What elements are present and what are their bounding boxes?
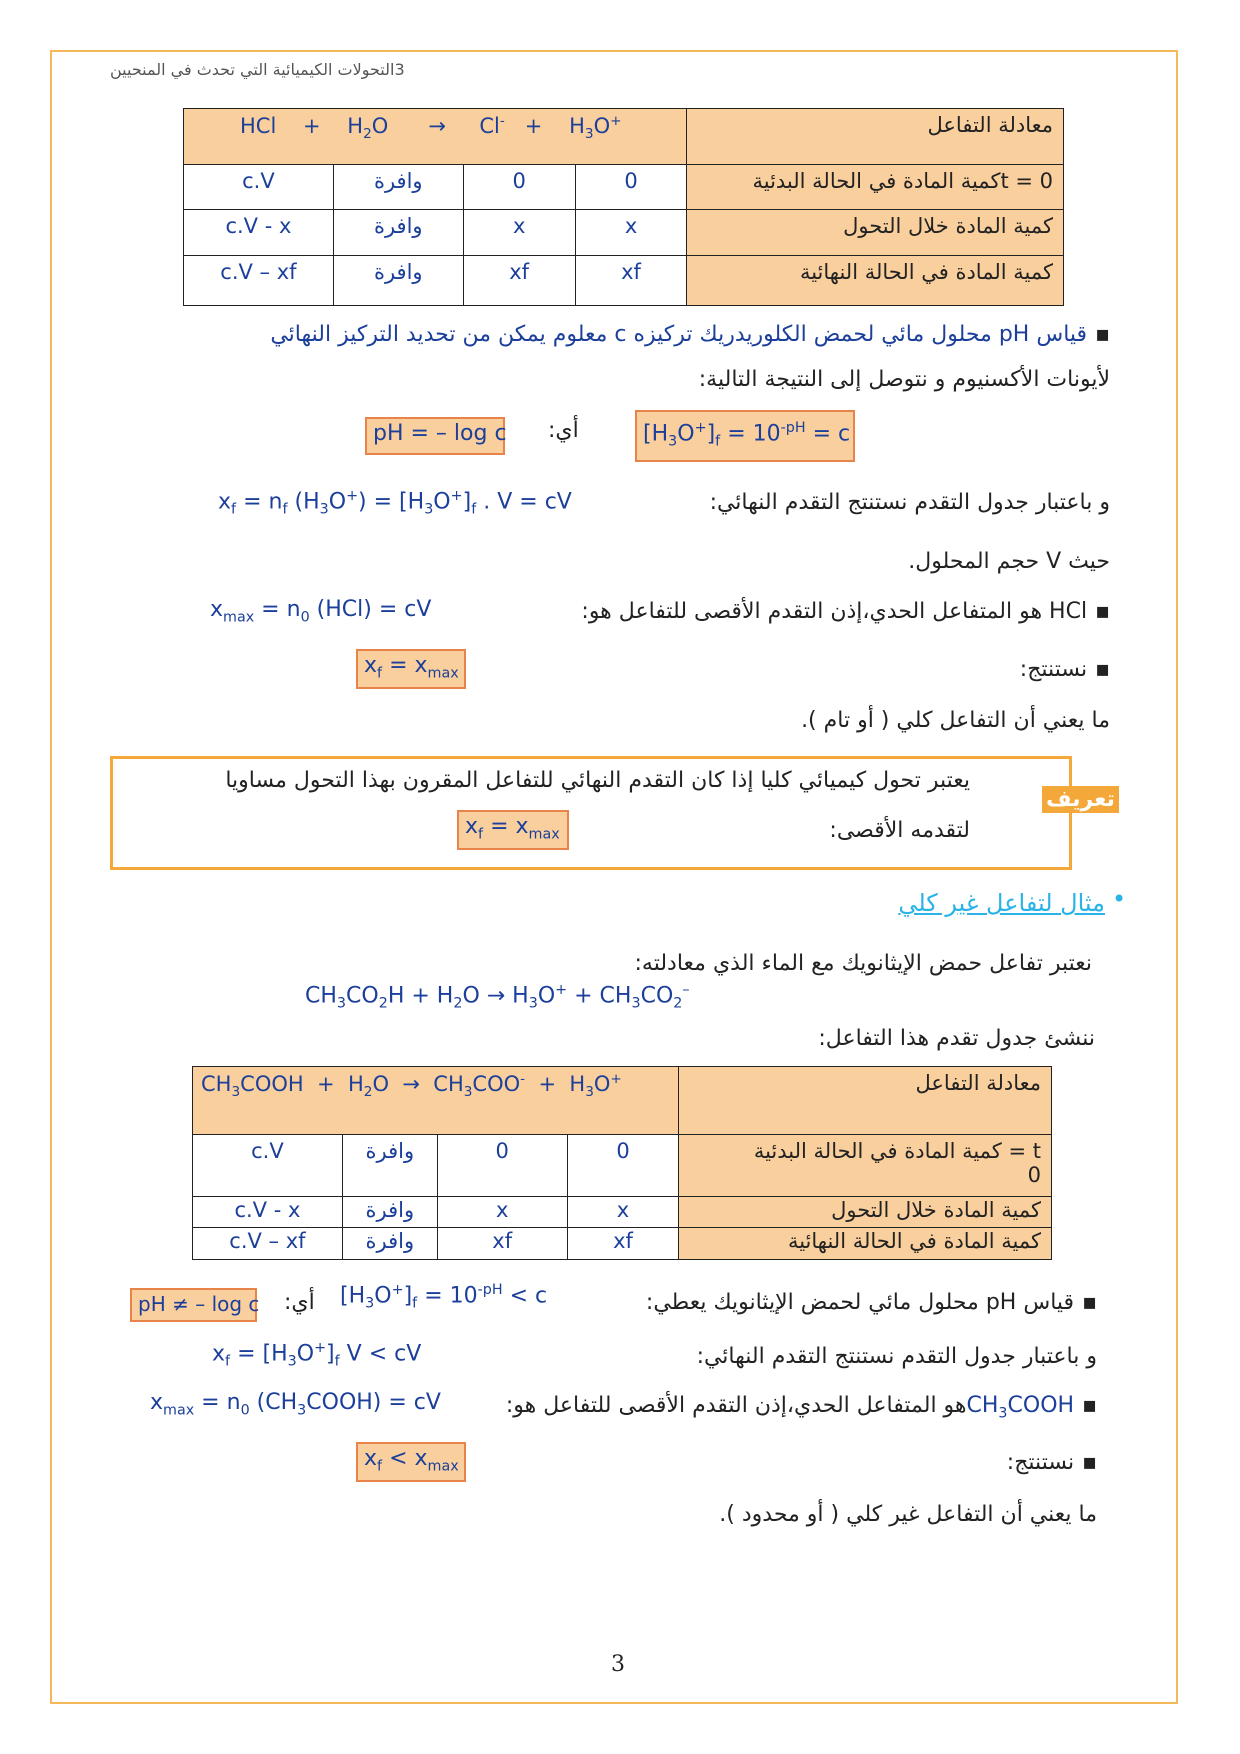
definition-tag: تعريف <box>1042 786 1119 813</box>
text-ay: أي: <box>548 418 579 443</box>
formula-ph: pH = – log c <box>365 417 505 455</box>
row-label <box>679 1135 1052 1197</box>
formula-xf-less-cv: $x_f = [H_3O^+]_f$ V < cV <box>212 1340 422 1370</box>
text-line: ما يعني أن التفاعل غير كلي ( أو محدود ). <box>719 1502 1097 1527</box>
table-cell: xf <box>575 256 687 306</box>
definition-line: يعتبر تحول كيميائي كليا إذا كان التقدم النهائي للتفاعل المقرون بهذا التحول مساويا <box>225 768 970 793</box>
text-line: ▪ HCl هو المتفاعل الحدي،إذن التقدم الأقصى للتفاعل هو: <box>581 599 1110 624</box>
table-cell: x <box>575 210 687 256</box>
text-line: و باعتبار جدول التقدم نستنتج التقدم النهائي: <box>696 1344 1097 1369</box>
formula-definition-xf-xmax: $x_f = x_{max}$ <box>457 810 569 850</box>
equation-label: معادلة التفاعل <box>687 109 1064 165</box>
bullet-icon: • <box>1112 885 1127 913</box>
text-line: ▪ نستنتج: <box>1007 1450 1097 1475</box>
table-cell: 0 <box>575 165 687 210</box>
text-line: ▪ قياس pH محلول مائي لحمض الإيثانويك يعطي: <box>646 1290 1097 1315</box>
formula-xf-equals-xmax: $x_f = x_{max}$ <box>356 649 466 689</box>
example-title: مثال لتفاعل غير كلي <box>898 889 1105 917</box>
table-cell: 0 <box>567 1135 679 1197</box>
progress-table-ethanoic <box>192 1066 1052 1260</box>
table-cell: 0 <box>437 1135 567 1197</box>
table-cell: xf <box>437 1228 567 1260</box>
table-cell: c.V <box>184 165 334 210</box>
text-line: لأيونات الأكسنيوم و نتوصل إلى النتيجة التالية: <box>698 367 1110 392</box>
text-ay: أي: <box>284 1290 315 1315</box>
text-line: حيث V حجم المحلول. <box>908 549 1110 574</box>
definition-line: لتقدمه الأقصى: <box>829 818 970 843</box>
table-cell: xf <box>463 256 575 306</box>
table-cell: وافرة <box>342 1197 437 1228</box>
text-line: ▪ $CH_3COOHهو$ المتفاعل الحدي،إذن التقدم الأقصى للتفاعل هو: <box>506 1393 1097 1421</box>
formula-ph-not-equal: pH ≠ – log c <box>130 1288 257 1322</box>
row-label-line: 0 <box>1027 1163 1041 1187</box>
formula-xmax: $x_{max} = n_0$ (HCl) = cV <box>210 597 432 626</box>
formula-h3o-concentration: $[H_3O^+]_f = 10^{-pH} = c$ <box>635 410 855 462</box>
text-line: و باعتبار جدول التقدم نستنتج التقدم النهائي: <box>709 490 1110 515</box>
text-line: ننشئ جدول تقدم هذا التفاعل: <box>818 1026 1095 1051</box>
page-header-title: 3التحولات الكيميائية التي تحدث في المنحيين <box>110 60 405 79</box>
text-line: ▪ قياس pH محلول مائي لحمض الكلوريدريك تركيزه c معلوم يمكن من تحديد التركيز النهائي <box>270 322 1110 347</box>
table-cell: وافرة <box>333 210 463 256</box>
row-label: كمية المادة في الحالة النهائية <box>687 256 1064 306</box>
row-label: كمية المادة خلال التحول <box>687 210 1064 256</box>
table-cell: 0 <box>463 165 575 210</box>
progress-table-hcl <box>183 108 1064 306</box>
table-cell: c.V – xf <box>184 256 334 306</box>
text-line: ما يعني أن التفاعل كلي ( أو تام ). <box>801 708 1110 733</box>
row-label: كمية المادة في الحالة النهائية <box>679 1228 1052 1260</box>
table-cell: xf <box>567 1228 679 1260</box>
formula-h3o-less-c: $[H_3O^+]_f = 10^{-pH} < c$ <box>340 1282 548 1312</box>
table-cell: وافرة <box>342 1135 437 1197</box>
table-cell: x <box>463 210 575 256</box>
formula-xf: $x_f = n_f$ $(H_3O^+) = [H_3O^+]_f$ . V = cV <box>218 488 572 518</box>
table-cell: x <box>567 1197 679 1228</box>
formula-xf-less-xmax: $x_f < x_{max}$ <box>356 1442 466 1482</box>
formula-xmax-ethanoic: $x_{max} = n_0$ $(CH_3COOH)$ = cV <box>150 1390 441 1419</box>
page-number: 3 <box>611 1652 625 1677</box>
table-cell: x <box>437 1197 567 1228</box>
equation-hcl: HCl + $H_2O$ → Cl- + $H_3O^+$ <box>184 109 687 165</box>
table-cell: وافرة <box>333 256 463 306</box>
formula-ethanoic-equation: $CH_3CO_2H + H_2O \to H_3O^+ + CH_3CO_2^-$ <box>305 982 690 1012</box>
equation-ethanoic: $CH_3COOH + H_2O \to CH_3COO^- + H_3O^+$ <box>193 1067 679 1135</box>
equation-label: معادلة التفاعل <box>679 1067 1052 1135</box>
row-label: كمية المادة خلال التحول <box>679 1197 1052 1228</box>
table-cell: وافرة <box>342 1228 437 1260</box>
row-label-line: t = كمية المادة في الحالة البدئية <box>753 1139 1041 1163</box>
table-cell: وافرة <box>333 165 463 210</box>
row-label: t = 0كمية المادة في الحالة البدئية <box>687 165 1064 210</box>
table-cell: c.V - x <box>184 210 334 256</box>
table-cell: c.V <box>193 1135 343 1197</box>
table-cell: c.V – xf <box>193 1228 343 1260</box>
text-line: نعتبر تفاعل حمض الإيثانويك مع الماء الذي معادلته: <box>634 951 1092 976</box>
table-cell: c.V - x <box>193 1197 343 1228</box>
text-line: ▪ نستنتج: <box>1020 657 1110 682</box>
